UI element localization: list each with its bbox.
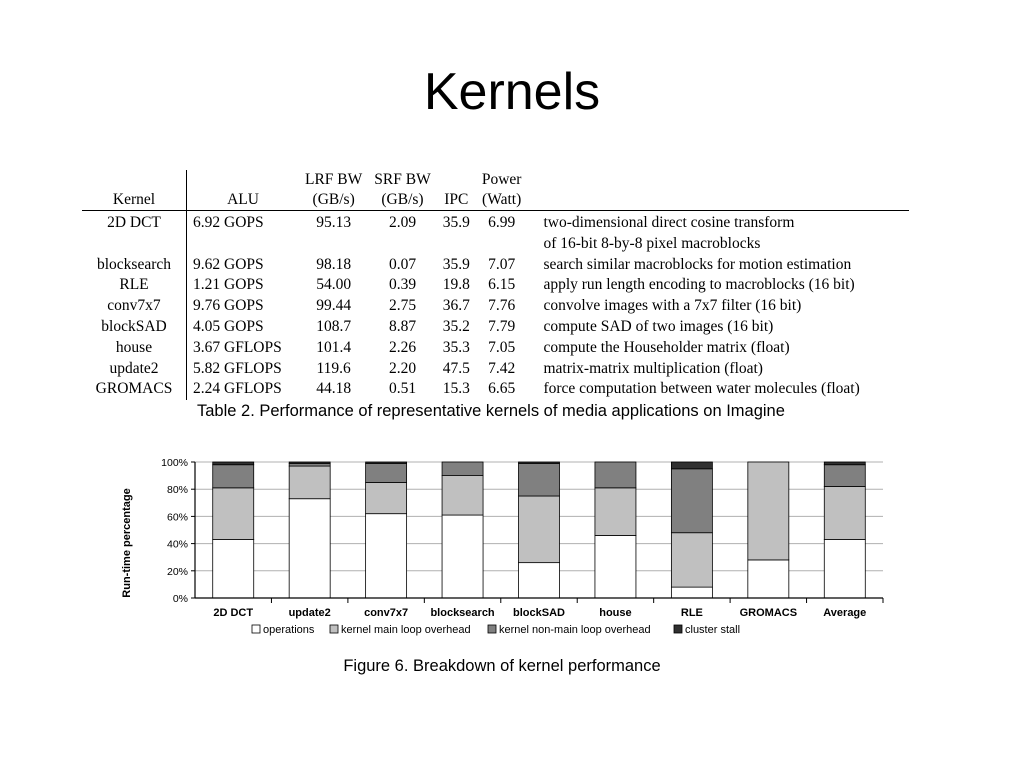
- bar-segment: [595, 488, 636, 536]
- breakdown-chart: [110, 450, 900, 650]
- table-row: [82, 234, 909, 255]
- y-axis-label: Run-time percentage: [121, 488, 133, 598]
- bar-segment: [213, 488, 254, 540]
- cell-desc: convolve images with a 7x7 filter (16 bit): [543, 297, 802, 315]
- legend-swatch: [330, 625, 338, 633]
- cell-kernel: house: [82, 338, 187, 359]
- cell-desc: matrix-matrix multiplication (float): [543, 359, 763, 377]
- cell-power: 7.05: [488, 338, 516, 356]
- cell-lrf: 54.00: [316, 276, 352, 294]
- cell-power: 6.65: [488, 380, 516, 398]
- cell-alu: 9.62 GOPS: [193, 255, 264, 273]
- legend-swatch: [674, 625, 682, 633]
- bar-segment: [213, 465, 254, 488]
- bar-segment: [289, 466, 330, 499]
- table-row: [82, 275, 909, 296]
- bar-segment: [366, 462, 407, 463]
- cell-alu: 2.24 GFLOPS: [193, 380, 282, 398]
- x-tick-label: conv7x7: [364, 607, 409, 619]
- bar-segment: [671, 533, 712, 587]
- cell-srf: 2.20: [388, 359, 417, 377]
- table-caption: Table 2. Performance of representative kernels of media applications on Imagine: [197, 402, 785, 420]
- legend-label: kernel main loop overhead: [341, 624, 471, 636]
- table-row: [82, 338, 909, 359]
- cell-alu: 4.05 GOPS: [193, 317, 264, 335]
- bar-segment: [442, 476, 483, 515]
- bar-segment: [824, 486, 865, 539]
- legend-swatch: [252, 625, 260, 633]
- table-row: [82, 211, 909, 234]
- table-row: [82, 296, 909, 317]
- legend-swatch: [488, 625, 496, 633]
- cell-lrf: [299, 234, 368, 255]
- y-tick-label: 20%: [166, 565, 188, 578]
- y-tick-label: 40%: [166, 538, 188, 551]
- cell-srf: 2.75: [388, 297, 417, 315]
- bars: [213, 462, 866, 598]
- header-kernel: Kernel: [82, 190, 187, 211]
- cell-power: 6.15: [488, 276, 516, 294]
- cell-kernel: [82, 234, 187, 255]
- bar-segment: [748, 560, 789, 598]
- legend: [252, 624, 740, 636]
- cell-lrf: 101.4: [316, 338, 352, 356]
- cell-alu: 6.92 GOPS: [193, 214, 264, 231]
- bar-segment: [442, 462, 483, 476]
- kernel-table: [82, 170, 909, 400]
- bar-segment: [671, 587, 712, 598]
- table-row: [82, 255, 909, 276]
- legend-label: operations: [263, 624, 315, 636]
- cell-ipc: 35.9: [442, 214, 470, 231]
- cell-kernel: GROMACS: [82, 379, 187, 400]
- cell-power: 6.99: [488, 214, 516, 231]
- cell-kernel: blocksearch: [82, 255, 187, 276]
- header-srf-top: SRF BW: [374, 171, 431, 188]
- cell-kernel: RLE: [82, 275, 187, 296]
- header-power-top: Power: [481, 171, 522, 188]
- slide-title: Kernels: [423, 63, 601, 121]
- x-tick-label: blocksearch: [430, 607, 495, 619]
- cell-srf: 2.26: [388, 338, 417, 356]
- cell-alu: 1.21 GOPS: [193, 276, 264, 294]
- cell-alu: 9.76 GOPS: [193, 297, 264, 315]
- cell-ipc: 35.9: [442, 255, 470, 273]
- cell-ipc: 36.7: [442, 297, 470, 315]
- cell-lrf: 119.6: [316, 359, 351, 377]
- cell-power: 7.76: [488, 297, 516, 315]
- cell-kernel: conv7x7: [82, 296, 187, 317]
- table-row: [82, 317, 909, 338]
- bar-segment: [671, 462, 712, 469]
- cell-ipc: 15.3: [442, 380, 470, 398]
- figure-caption: Figure 6. Breakdown of kernel performance: [343, 657, 661, 675]
- cell-kernel: blockSAD: [82, 317, 187, 338]
- bar-segment: [595, 535, 636, 598]
- x-tick-label: 2D DCT: [213, 607, 254, 619]
- x-tick-label: RLE: [680, 607, 703, 619]
- cell-srf: 0.39: [388, 276, 417, 294]
- x-tick-label: update2: [288, 607, 331, 619]
- cell-kernel: 2D DCT: [82, 211, 187, 234]
- cell-desc: of 16-bit 8-by-8 pixel macroblocks: [543, 234, 761, 252]
- bar-segment: [519, 563, 560, 598]
- cell-desc: compute SAD of two images (16 bit): [543, 317, 774, 335]
- header-lrf-bottom: (GB/s): [299, 190, 368, 211]
- cell-lrf: 99.44: [316, 297, 352, 315]
- cell-lrf: 44.18: [316, 380, 352, 398]
- x-tick-label: house: [599, 607, 632, 619]
- cell-srf: 0.07: [388, 255, 417, 273]
- cell-srf: [368, 234, 436, 255]
- y-tick-label: 60%: [166, 511, 188, 524]
- cell-power: 7.42: [488, 359, 516, 377]
- header-spacer: [82, 170, 187, 190]
- x-tick-label: GROMACS: [739, 607, 798, 619]
- header-power-bottom: (Watt): [476, 190, 528, 211]
- bar-segment: [519, 463, 560, 496]
- cell-lrf: 98.18: [316, 255, 352, 273]
- cell-ipc: 19.8: [442, 276, 470, 294]
- table-row: [82, 359, 909, 380]
- bar-segment: [289, 462, 330, 463]
- cell-desc: compute the Householder matrix (float): [543, 338, 790, 356]
- bar-segment: [366, 482, 407, 513]
- cell-desc: apply run length encoding to macroblocks (16 bit): [543, 276, 855, 294]
- legend-label: cluster stall: [685, 624, 741, 636]
- bar-segment: [671, 469, 712, 533]
- table-row: [82, 379, 909, 400]
- bar-segment: [748, 462, 789, 560]
- bar-segment: [366, 463, 407, 482]
- y-tick-label: 80%: [166, 484, 188, 497]
- bar-segment: [824, 540, 865, 598]
- bar-segment: [519, 462, 560, 463]
- cell-srf: 8.87: [388, 317, 417, 335]
- legend-label: kernel non-main loop overhead: [499, 624, 651, 636]
- header-ipc: IPC: [437, 190, 476, 211]
- cell-ipc: 47.5: [442, 359, 470, 377]
- cell-power: 7.07: [488, 255, 516, 273]
- bar-segment: [595, 462, 636, 488]
- x-tick-label: Average: [823, 607, 867, 619]
- cell-desc: two-dimensional direct cosine transform: [543, 214, 795, 231]
- bar-segment: [289, 463, 330, 466]
- cell-ipc: 35.3: [442, 338, 470, 356]
- bar-segment: [824, 462, 865, 465]
- cell-alu: 5.82 GFLOPS: [193, 359, 282, 377]
- cell-power: [476, 234, 528, 255]
- cell-lrf: 95.13: [316, 214, 352, 231]
- cell-power: 7.79: [488, 317, 516, 335]
- cell-desc: search similar macroblocks for motion estimation: [543, 255, 852, 273]
- header-srf-bottom: (GB/s): [368, 190, 436, 211]
- bar-segment: [442, 515, 483, 598]
- y-tick-label: 100%: [161, 457, 188, 469]
- cell-desc: force computation between water molecules (float): [543, 380, 860, 398]
- bar-segment: [519, 496, 560, 563]
- cell-srf: 2.09: [388, 214, 417, 231]
- cell-ipc: [437, 234, 476, 255]
- cell-kernel: update2: [82, 359, 187, 380]
- cell-alu: [187, 234, 300, 255]
- x-tick-label: blockSAD: [513, 607, 565, 619]
- cell-ipc: 35.2: [442, 317, 470, 335]
- bar-segment: [213, 540, 254, 598]
- bar-segment: [824, 465, 865, 487]
- cell-alu: 3.67 GFLOPS: [193, 338, 282, 356]
- bar-segment: [289, 499, 330, 598]
- y-tick-label: 0%: [172, 593, 188, 605]
- header-alu: ALU: [187, 190, 300, 211]
- cell-srf: 0.51: [388, 380, 417, 398]
- cell-lrf: 108.7: [316, 317, 352, 335]
- header-lrf-top: LRF BW: [305, 171, 363, 188]
- bar-segment: [366, 514, 407, 598]
- bar-segment: [213, 462, 254, 465]
